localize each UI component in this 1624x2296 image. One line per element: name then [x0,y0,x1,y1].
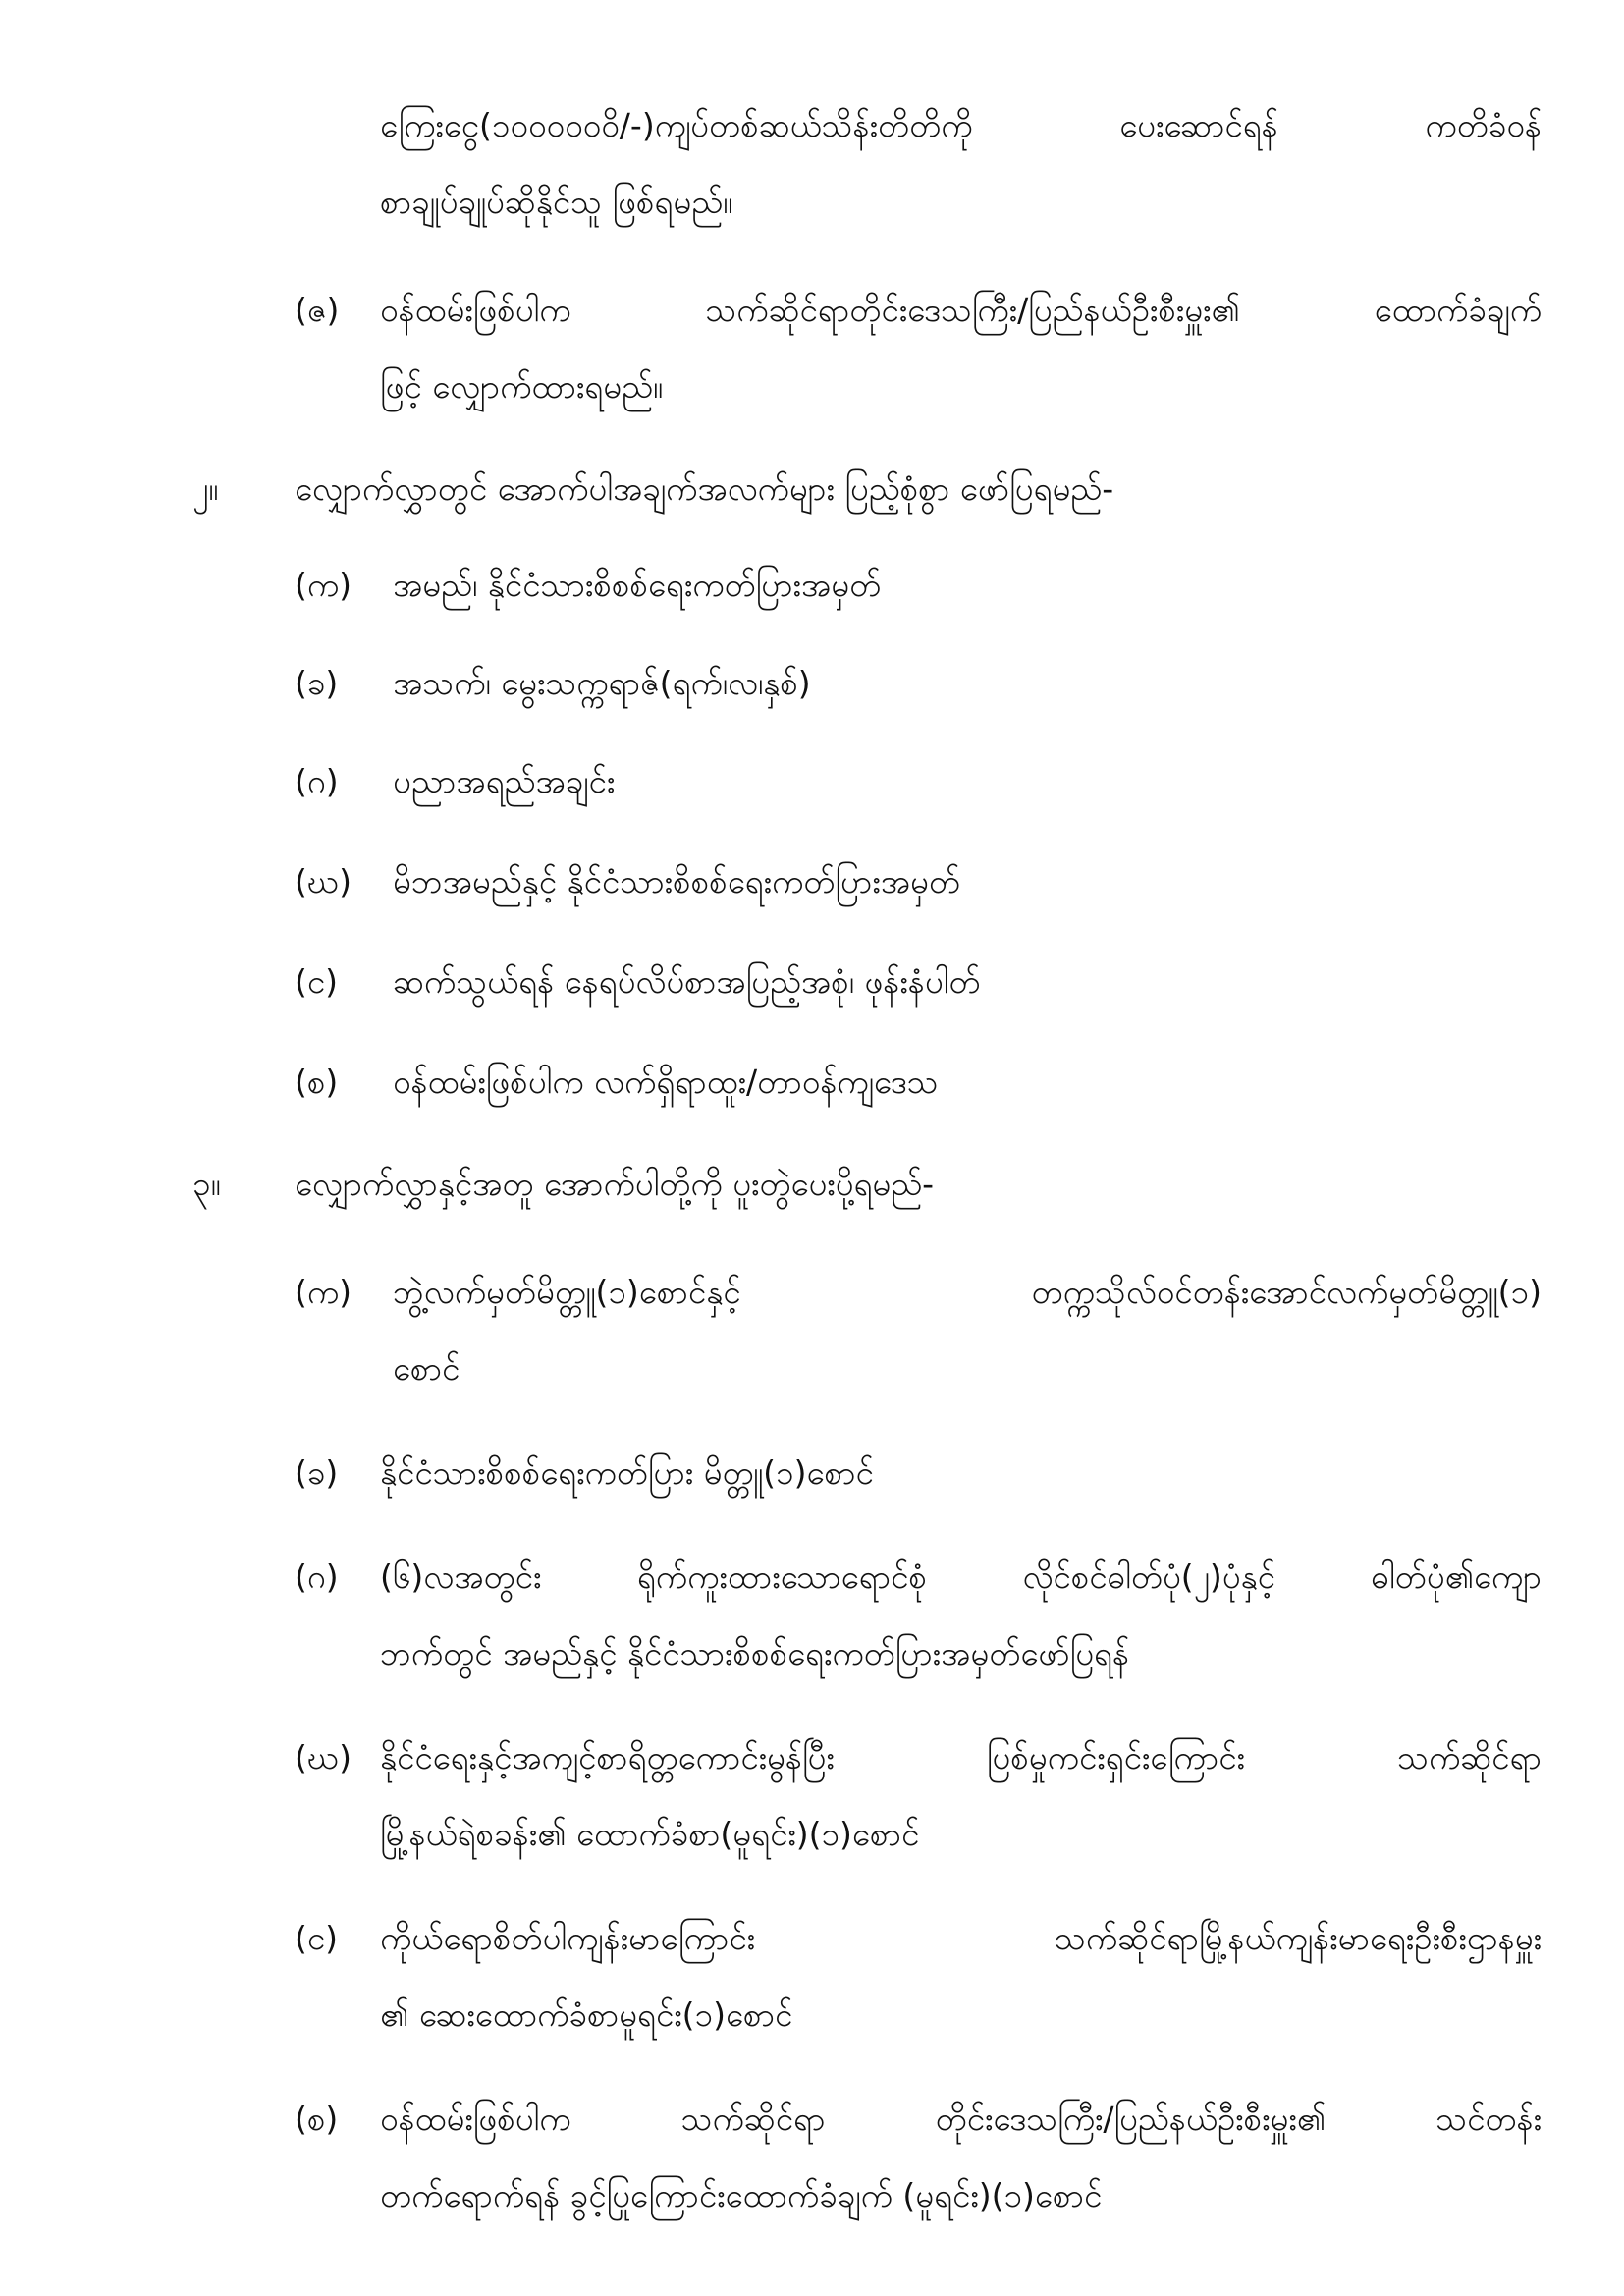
section-3-item-line-1: နိုင်ငံသားစိစစ်ရေးကတ်ပြား မိတ္တူ(၁)စောင် [380,1453,874,1492]
section-3-item-marker: (င) [295,1919,339,1957]
section-3-item-marker: (ခ) [295,1453,339,1492]
intro-line-2: စာချုပ်ချုပ်ဆိုနိုင်သူ ဖြစ်ရမည်။ [380,183,733,221]
section-3-item-marker: (စ) [295,2100,339,2138]
section-2-heading: လျှောက်လွှာတွင် အောက်ပါအချက်အလက်များ ပြည့်စုံစွာ ဖော်ပြရမည်- [295,469,1114,508]
section-3-item-line-1: (၆)လအတွင်း ရိုက်ကူးထားသောရောင်စုံ လိုင်စင်ဓါတ်ပုံ(၂)ပုံနှင့် ဓါတ်ပုံ၏ကျော [380,1558,1542,1596]
section-3-item-line-2: တက်ရောက်ရန် ခွင့်ပြုကြောင်းထောက်ခံချက် (မူရင်း)(၁)စောင် [380,2176,1103,2214]
section-2-item-marker: (င) [295,962,339,1001]
section-2-item-marker: (စ) [295,1063,339,1101]
section-3-item-line-2: မြို့နယ်ရဲစခန်း၏ ထောက်ခံစာ(မူရင်း)(၁)စောင် [380,1815,920,1853]
section-3-item-marker: (ဃ) [295,1738,352,1777]
section-2-item-marker: (ဃ) [295,862,352,901]
section-2-number: ၂။ [192,469,219,508]
section-3-item-marker: (က) [295,1273,352,1311]
section-2-item-text: ပညာအရည်အချင်း [393,762,616,800]
item-zha-line-2: ဖြင့် လျှောက်ထားရမည်။ [380,367,663,406]
section-2-item-text: ဝန်ထမ်းဖြစ်ပါက လက်ရှိရာထူး/တာဝန်ကျဒေသ [393,1063,939,1101]
section-3-item-line-2: စောင် [393,1349,460,1388]
item-zha-line-1: ဝန်ထမ်းဖြစ်ပါက သက်ဆိုင်ရာတိုင်းဒေသကြီး/ပြည်နယ်ဦးစီးမှူး၏ ထောက်ခံချက် [380,291,1542,329]
section-3-item-line-1: ဘွဲ့လက်မှတ်မိတ္တူ(၁)စောင်နှင့် တက္ကသိုလ်ဝင်တန်းအောင်လက်မှတ်မိတ္တူ(၁) [393,1273,1542,1311]
section-2-item-text: မိဘအမည်နှင့် နိုင်ငံသားစိစစ်ရေးကတ်ပြားအမှတ် [393,862,960,901]
section-2-item-marker: (ဂ) [295,762,339,800]
section-3-item-line-2: ၏ ဆေးထောက်ခံစာမူရင်း(၁)စောင် [380,1995,793,2034]
section-2-item-text: အမည်၊ နိုင်ငံသားစိစစ်ရေးကတ်ပြားအမှတ် [393,566,882,604]
section-2-item-text: အသက်၊ မွေးသက္ကရာဇ်(ရက်၊လ၊နှစ်) [393,664,811,702]
intro-line-1: ကြေးငွေ(၁၀၀၀၀၀၀ိ/-)ကျပ်တစ်ဆယ်သိန်းတိတိကို ပေးဆောင်ရန် ကတိခံဝန် [380,106,1542,144]
section-3-item-marker: (ဂ) [295,1558,339,1596]
section-3-item-line-1: နိုင်ငံရေးနှင့်အကျင့်စာရိတ္တကောင်းမွန်ပြီး ပြစ်မှုကင်းရှင်းကြောင်း သက်ဆိုင်ရာ [380,1738,1542,1777]
section-2-item-marker: (ခ) [295,664,339,702]
section-3-number: ၃။ [192,1165,221,1203]
item-zha-marker: (ဇ) [295,291,340,329]
section-2-item-text: ဆက်သွယ်ရန် နေရပ်လိပ်စာအပြည့်အစုံ၊ ဖုန်းနံပါတ် [393,962,981,1001]
section-3-item-line-2: ဘက်တွင် အမည်နှင့် နိုင်ငံသားစိစစ်ရေးကတ်ပြားအမှတ်ဖော်ပြရန် [380,1634,1130,1672]
section-3-heading: လျှောက်လွှာနှင့်အတူ အောက်ပါတို့ကို ပူးတွဲပေးပို့ရမည်- [295,1165,935,1203]
section-3-item-line-1: ဝန်ထမ်းဖြစ်ပါက သက်ဆိုင်ရာ တိုင်းဒေသကြီး/ပြည်နယ်ဦးစီးမှူး၏ သင်တန်း [380,2100,1542,2138]
section-2-item-marker: (က) [295,566,352,604]
section-3-item-line-1: ကိုယ်ရောစိတ်ပါကျန်းမာကြောင်း သက်ဆိုင်ရာမြို့နယ်ကျန်းမာရေးဦးစီးဌာနမှူး [380,1919,1542,1957]
